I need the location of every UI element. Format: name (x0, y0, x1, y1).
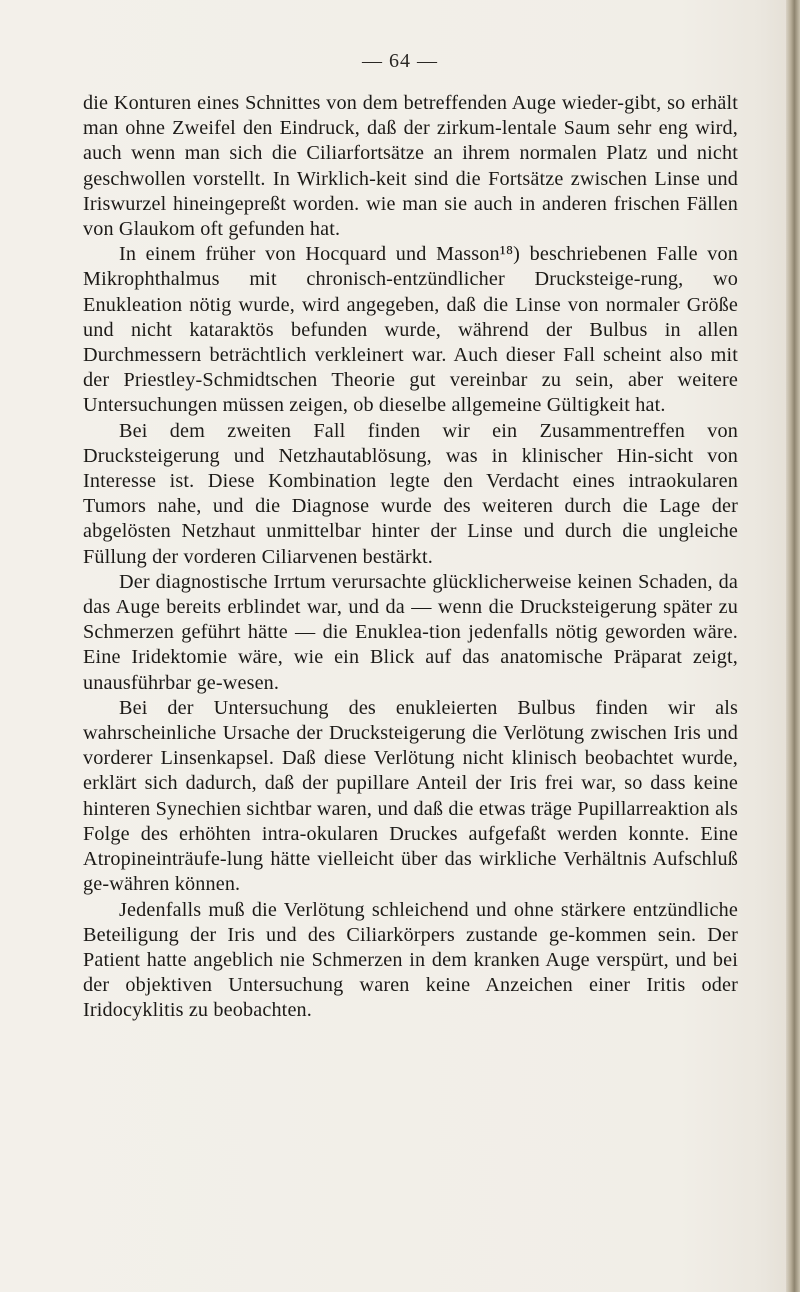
paragraph-4: Der diagnostische Irrtum verursachte glücklicherweise keinen Schaden, da das Auge bereits erblindet war, und da — wenn die Drucksteigerung später zu Schmerzen geführt hätte — die Enuklea-tion jedenfalls nötig geworden wäre. Eine Iridektomie wäre, wie ein Blick auf das anatomische Präparat zeigt, unausführbar ge-wesen. (83, 570, 738, 694)
paragraph-6: Jedenfalls muß die Verlötung schleichend und ohne stärkere entzündliche Beteiligung der Iris und des Ciliarkörpers zustande ge-kommen sein. Der Patient hatte angeblich nie Schmerzen in dem kranken Auge verspürt, und bei der objektiven Untersuchung waren keine Anzeichen einer Iritis oder Iridocyklitis zu beobachten. (83, 898, 738, 1022)
page-edge-binding (786, 0, 800, 1292)
paragraph-1: die Konturen eines Schnittes von dem betreffenden Auge wieder-gibt, so erhält man ohne Zweifel den Eindruck, daß der zirkum-lentale Saum sehr eng wird, auch wenn man sich die Ciliarfortsätze an ihrem normalen Platz und nicht geschwollen vorstellt. In Wirklich-keit sind die Fortsätze zwischen Linse und Iriswurzel hineingepreßt worden. wie man sie auch in anderen frischen Fällen von Glaukom oft gefunden hat. (83, 92, 738, 241)
body-text (83, 91, 738, 1024)
paragraph-5: Bei der Untersuchung des enukleierten Bulbus finden wir als wahrscheinliche Ursache der Drucksteigerung die Verlötung zwischen Iris und vorderer Linsenkapsel. Daß diese Verlötung nicht klinisch beobachtet wurde, erklärt sich dadurch, daß der pupillare Anteil der Iris frei war, so dass keine hinteren Synechien sichtbar waren, und daß die etwas träge Pupillarreaktion als Folge des erhöhten intra-okularen Druckes aufgefaßt werden konnte. Eine Atropineinträufe-lung hätte vielleicht über das wirkliche Verhältnis Aufschluß ge-währen können. (83, 696, 738, 896)
page-number: — 64 — (362, 50, 438, 72)
paragraph-3: Bei dem zweiten Fall finden wir ein Zusammentreffen von Drucksteigerung und Netzhautablösung, was in klinischer Hin-sicht von Interesse ist. Diese Kombination legte den Verdacht eines intraokularen Tumors nahe, und die Diagnose wurde des weiteren durch die Lage der abgelösten Netzhaut unmittelbar hinter der Linse und durch die ungleiche Füllung der vorderen Ciliarvenen bestärkt. (83, 419, 738, 568)
paragraph-2: In einem früher von Hocquard und Masson¹⁸) beschriebenen Falle von Mikrophthalmus mit chronisch-entzündlicher Drucksteige-rung, wo Enukleation nötig wurde, wird angegeben, daß die Linse von normaler Größe und nicht kataraktös befunden wurde, während der Bulbus in allen Durchmessern beträchtlich verkleinert war. Auch dieser Fall scheint also mit der Priestley-Schmidtschen Theorie gut vereinbar zu sein, aber weitere Untersuchungen müssen zeigen, ob dieselbe allgemeine Gültigkeit hat. (83, 243, 738, 417)
